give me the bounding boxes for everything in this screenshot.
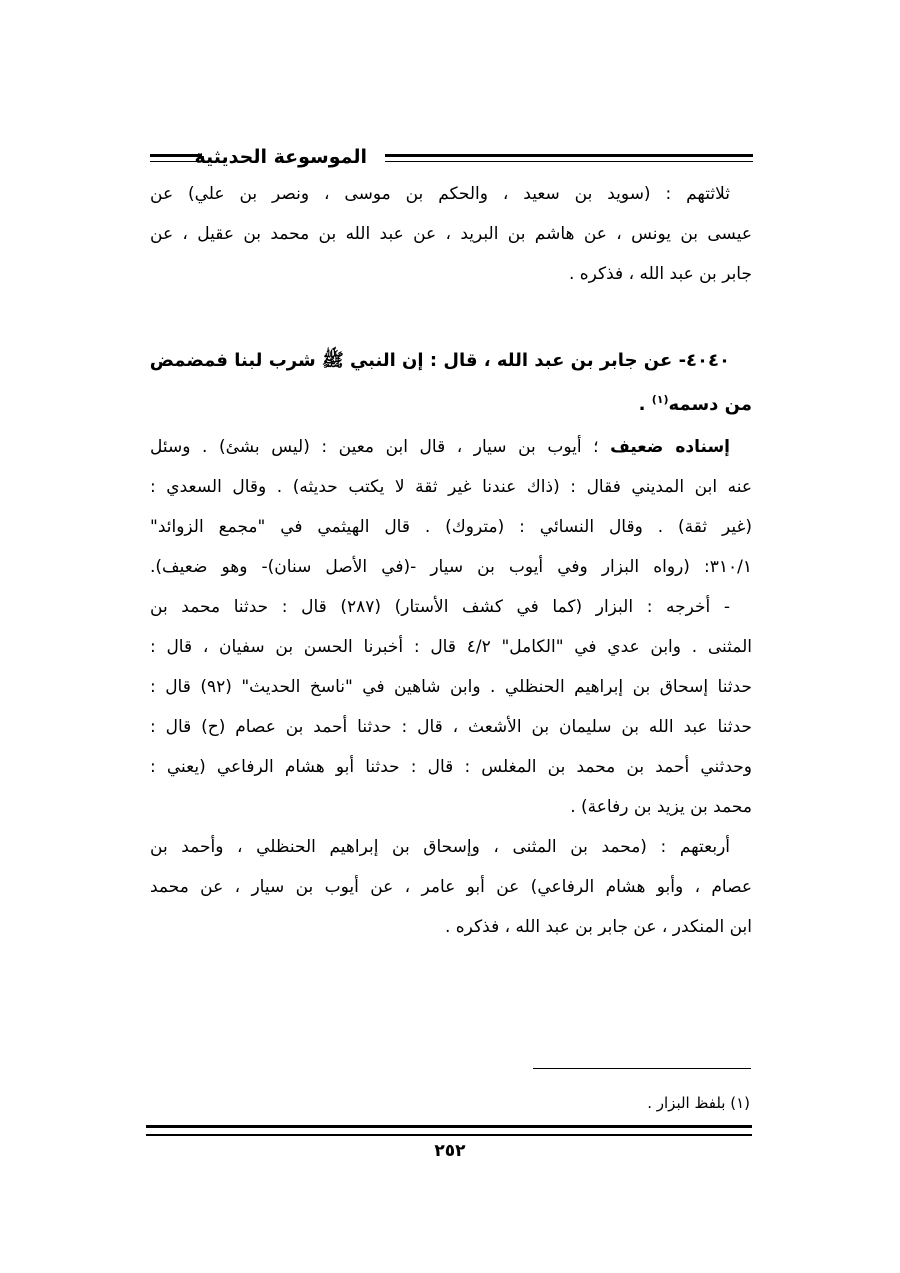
- main-text: [150, 174, 752, 947]
- text-line: عصام ، وأبو هشام الرفاعي) عن أبو عامر ، عن أيوب بن سيار ، عن محمد: [150, 877, 752, 897]
- header-rule-short: [150, 154, 202, 162]
- hadith-line-1: ٤٠٤٠- عن جابر بن عبد الله ، قال : إن النبي ﷺ شرب لبنا فمضمض: [150, 350, 730, 371]
- isnad-text: ؛ أيوب بن سيار ، قال ابن معين : (ليس بشئ) . وسئل: [150, 437, 611, 457]
- footnote-reference: (١): [651, 393, 669, 406]
- text-line: ثلاثتهم : (سويد بن سعيد ، والحكم بن موسى ، ونصر بن علي) عن: [150, 184, 730, 204]
- hadith-line-2: [150, 383, 752, 427]
- hadith-end: .: [638, 394, 652, 415]
- text-line: جابر بن عبد الله ، فذكره .: [568, 264, 752, 284]
- page-header: [148, 140, 753, 176]
- page-number: ٢٥٢: [434, 1141, 466, 1161]
- text-line: أربعتهم : (محمد بن المثنى ، وإسحاق بن إبراهيم الحنظلي ، وأحمد بن: [150, 837, 730, 857]
- isnad-line-1: [150, 427, 752, 467]
- text-line: حدثنا عبد الله بن سليمان بن الأشعث ، قال : حدثنا أحمد بن عصام (ح) قال :: [150, 717, 752, 737]
- text-line: (غير ثقة) . وقال النسائي : (متروك) . قال الهيثمي في "مجمع الزوائد": [150, 517, 752, 537]
- footnote-separator: [533, 1068, 751, 1069]
- header-title: الموسوعة الحديثية: [194, 146, 367, 168]
- header-rule-long: [385, 154, 753, 162]
- text-line: محمد بن يزيد بن رفاعة) .: [570, 797, 752, 817]
- paragraph-gap: [150, 294, 752, 339]
- text-line: عيسى بن يونس ، عن هاشم بن البريد ، عن عبد الله بن محمد بن عقيل ، عن: [150, 224, 752, 244]
- text-line: وحدثني أحمد بن محمد بن المغلس : قال : حدثنا أبو هشام الرفاعي (يعني :: [150, 757, 752, 777]
- text-line: ٣١٠/١: (رواه البزار وفي أيوب بن سيار -(في الأصل سنان)- وهو ضعيف).: [150, 557, 752, 577]
- text-line: - أخرجه : البزار (كما في كشف الأستار) (٢٨٧) قال : حدثنا محمد بن: [150, 597, 730, 617]
- text-line: حدثنا إسحاق بن إبراهيم الحنظلي . وابن شاهين في "ناسخ الحديث" (٩٢) قال :: [150, 677, 752, 697]
- footnote: (١) بلفظ البزار .: [647, 1094, 750, 1112]
- text-line: ابن المنكدر ، عن جابر بن عبد الله ، فذكره .: [444, 917, 752, 937]
- hadith-text: من دسمه: [668, 394, 752, 415]
- text-line: المثنى . وابن عدي في "الكامل" ٤/٢ قال : أخبرنا الحسن بن سفيان ، قال :: [150, 637, 752, 657]
- isnad-label: إسناده ضعيف: [610, 437, 730, 457]
- text-line: عنه ابن المديني فقال : (ذاك عندنا غير ثقة لا يكتب حديثه) . وقال السعدي :: [150, 477, 752, 497]
- footer-rule: [146, 1125, 752, 1136]
